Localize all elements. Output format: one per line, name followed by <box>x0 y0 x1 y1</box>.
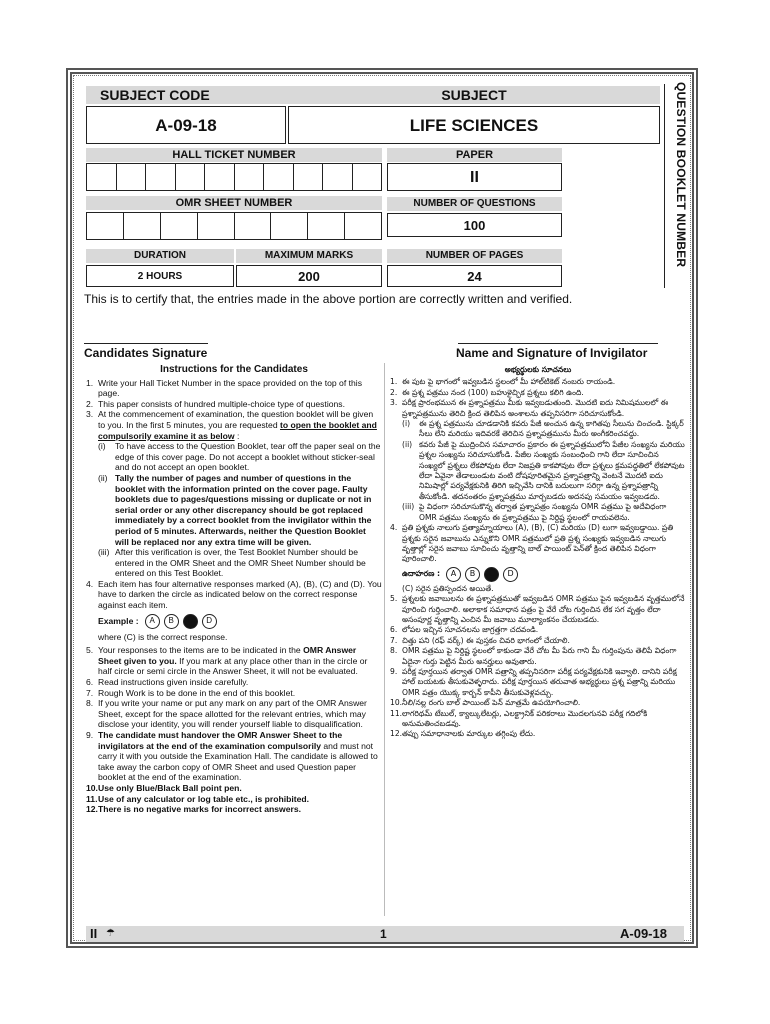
num-pages-label: NUMBER OF PAGES <box>387 249 562 263</box>
omr-sheet-label: OMR SHEET NUMBER <box>86 196 382 210</box>
telugu-3-ii: కవరు పేజీ పై ముద్రించిన సమాచారం ప్రకారం ఈ ప్రశ్నాపత్రములోని పేజీల సంఖ్యను మరియు ప్రశ్నల సంఖ్యను సరిచూసుకోండి. పేజీల సంఖ్యకు సంబంధించి గాని లేదా సూచించిన సంఖ్యలో ప్రశ్నలు లేకపోవుట లేదా నిజప్రతి కాకపోవుట లేదా ప్రశ్నలు క్రమపద్ధతిలో లేకపోవుట లేదా ఏవైనా తేడాలుండుట వంటి దోషపూరితమైన ప్రశ్నాపత్రాన్ని వెంటనే మొదటి ఐదు నిమిషాల్లో పర్యవేక్షకునికి తిరిగి ఇచ్చివేసి దానికి బదులుగా సరిగ్గా ఉన్న ప్రశ్నాపత్రాన్ని తీసుకోండి. తదనంతరం ప్రశ్నాపత్రము మార్చబడదు అదనపు సమయం ఇవ్వబడదు. <box>419 439 685 501</box>
instruction-4: Each item has four alternative responses marked (A), (B), (C) and (D). You have to darken the circle as indicated below on the correct response against each item. <box>98 578 382 611</box>
paper-value: II <box>387 163 562 191</box>
subject-value: LIFE SCIENCES <box>288 106 660 144</box>
bubble-c-filled: C <box>183 614 198 629</box>
hall-ticket-label: HALL TICKET NUMBER <box>86 148 382 162</box>
telugu-example-note: (C) సరైన ప్రతిస్పందన అయితే. <box>402 583 494 593</box>
invigilator-sign-line <box>458 343 658 344</box>
example-bubbles <box>145 614 217 629</box>
telugu-3: పరీక్ష ప్రారంభమున ఈ ప్రశ్నాపత్రము మీకు ఇవ్వబడుతుంది. మొదటి ఐదు నిమిషములలో ఈ ప్రశ్నాపత్రమును తెరిచి క్రింద తెలిపిన అంశాలను తప్పనిసరిగా సరిచూసుకోండి. <box>402 398 669 418</box>
num-pages-value: 24 <box>387 265 562 287</box>
instruction-10: Use only Blue/Black Ball point pen. <box>98 782 242 793</box>
hall-ticket-boxes[interactable] <box>86 163 382 191</box>
instruction-9a: The candidate must handover the OMR Answer Sheet to the invigilators at the end of the examination compulsorily <box>98 730 343 751</box>
telugu-6: లోపల ఇచ్చిన సూచనలను జాగ్రత్తగా చదవండి. <box>402 625 539 635</box>
instruction-8: If you write your name or put any mark on any part of the OMR Answer Sheet, except for the space allotted for the relevant entries, which may disclose your identity, you will render yourself liable to disqualification. <box>98 698 367 730</box>
instructions-title: Instructions for the Candidates <box>160 364 308 375</box>
telugu-instructions: అభ్యర్థులకు సూచనలు 1. ఈ పుట పై భాగంలో ఇవ్వబడిన స్థలంలో మీ హాల్‌టికెట్ నంబరు రాయండి. 2. ఈ ప్రశ్న పత్రము నంద (100) బహుళైచ్ఛిక ప్రశ్నలు కలిగి ఉంది. 3. పరీక్ష ప్రారంభమున ఈ ప్రశ్నాపత్రము మీకు ఇవ్వబడుతుంది. మొదటి ఐదు నిమిషములలో ఈ ప్రశ్నాపత్రమును తెరిచి క్రింద తెలిపిన అంశాలను తప్పనిసరిగా సరిచూసుకోండి. (i) ఈ ప్రశ్న పత్రమును చూడడానికి కవరు పేజీ అంచున ఉన్న కాగితపు సీలును చించండి. స్టిక్కర్ సీలు లేని మరియు ఇదివరకే తెరిచిన ప్రశ్నాపత్రమును మీరు అంగీకరించవద్దు. (ii) కవరు పేజీ పై ముద్రించిన సమాచారం ప్రకారం ఈ ప్రశ్నాపత్రములోని పేజీల సంఖ్యను మరియు ప్రశ్నల సంఖ్యను సరిచూసుకోండి. పేజీల సంఖ్యకు సంబంధించి గాని లేదా సూచించిన సంఖ్యలో ప్రశ్నలు లేకపోవుట లేదా నిజప్రతి కాకపోవుట లేదా ప్రశ్నలు క్రమపద్ధతిలో లేకపోవుట లేదా ఏవైనా తేడాలుండుట వంటి దోషపూరితమైన ప్రశ్నాపత్రాన్ని వెంటనే మొదటి ఐదు నిమిషాల్లో పర్యవేక్షకునికి తిరిగి ఇచ్చివేసి దానికి బదులుగా సరిగ్గా ఉన్న ప్రశ్నాపత్రాన్ని తీసుకోండి. తదనంతరం ప్రశ్నాపత్రము మార్చబడదు అదనపు సమయం ఇవ్వబడదు. (iii) పై విధంగా సరిచూసుకొన్న తర్వాత ప్రశ్నాపత్రం సంఖ్యను OMR పత్రము పై అదేవిధంగా OMR పత్రము సంఖ్యను ఈ ప్రశ్నాపత్రము పై నిర్దిష్ట స్థలంలో రాయవలెను. 4. ప్రతి ప్రశ్నకు నాలుగు ప్రత్యామ్నాయాలు (A), (B), (C) మరియు (D) లుగా ఇవ్వబడ్డాయి. ప్రతి ప్రశ్నకు సరైన జవాబును ఎన్నుకొని OMR పత్రములో ప్రతి ప్రశ్న సంఖ్యకు ఇవ్వబడిన నాలుగు వృత్తాల్లో సరైన జవాబు సూచించు వృత్తాన్ని బాల్ పాయింట్ పెన్‌తో క్రింద తెలిపిన విధంగా పూరించాలి. ఉదాహరణ : A B C D (C) సరైన ప్రతిస్పందన అయితే. 5. ప్రశ్నలకు జవాబులను ఈ ప్రశ్నాపత్రముతో ఇవ్వబడిన OMR పత్రము పైన ఇవ్వబడిన వృత్తములోనే పూరించి గుర్తించాలి. అలాకాక సమాధాన పత్రం పై వేరే చోట గుర్తించిన లేక సగ వృత్తం లేదా అసంపూర్ణ వృత్తాన్ని ఎంచిన మీ జవాబు మూల్యాంకనం చేయబడదు. 6. లోపల ఇచ్చిన సూచనలను జాగ్రత్తగా చదవండి. 7. చిత్తు పని (రఫ్ వర్క్) ఈ పుస్తకం చివరి భాగంలో చేయాలి. 8. OMR పత్రము పై నిర్దిష్ట స్థలంలో కాకుండా వేరే చోట మీ పేరు గాని మీ గుర్తింపును తెలిపే విధంగా ఏదైనా గుర్తు పెట్టిన మీరు అనర్హులు అవుతారు. 9. పరీక్ష పూర్తయిన తర్వాత OMR పత్రాన్ని తప్పనిసరిగా పరీక్ష పర్యవేక్షకునికి ఇవ్వాలి. దానిని పరీక్ష హాల్ బయటకు తీసుకువెళ్ళరాదు. పరీక్ష పూర్తయిన తరువాత అభ్యర్థులు ప్రశ్న పత్రాన్ని మరియు OMR పత్రం యొక్క కార్బన్ కాపీని తీసుకువెళ్లవచ్చు. 10. నీలి/నల్ల రంగు బాల్ పాయింట్ పెన్ మాత్రమే ఉపయోగించాలి. 11. లాగరిథమ్ టేబుల్, క్యాల్కులేటర్లు, ఎలక్ట్రానిక్ పరికరాలు మొదలగునవి పరీక్ష గదిలోకి అనుమతించబడవు. 12. తప్పు సమాధానాలకు మార్కుల తగ్గింపు లేదు. <box>390 365 685 739</box>
telugu-10: నీలి/నల్ల రంగు బాల్ పాయింట్ పెన్ మాత్రమే ఉపయోగించాలి. <box>402 698 581 708</box>
instruction-5a: Your responses to the items are to be indicated in the <box>98 645 304 656</box>
paper-label: PAPER <box>387 148 562 162</box>
example-label: Example : <box>98 615 139 626</box>
umbrella-icon: ☂ <box>106 928 115 939</box>
certify-text: This is to certify that, the entries made in the above portion are correctly written and verified. <box>84 292 573 306</box>
instruction-3-i: To have access to the Question Booklet, tear off the paper seal on the edge of this cover page. Do not accept a booklet without sticker-seal and do not accept an open booklet. <box>115 441 381 473</box>
telugu-9: పరీక్ష పూర్తయిన తర్వాత OMR పత్రాన్ని తప్పనిసరిగా పరీక్ష పర్యవేక్షకునికి ఇవ్వాలి. దానిని పరీక్ష హాల్ బయటకు తీసుకువెళ్ళరాదు. పరీక్ష పూర్తయిన తరువాత అభ్యర్థులు ప్రశ్న పత్రాన్ని మరియు OMR పత్రం యొక్క కార్బన్ కాపీని తీసుకువెళ్లవచ్చు. <box>402 666 677 697</box>
instruction-5c: If you mark at any place other than in the circle or half circle or semi circle in the Answer Sheet, it will not be evaluated. <box>98 655 368 677</box>
footer-subject-code: A-09-18 <box>620 926 667 941</box>
subject-code-value: A-09-18 <box>86 106 286 144</box>
telugu-11: లాగరిథమ్ టేబుల్, క్యాల్కులేటర్లు, ఎలక్ట్రానిక్ పరికరాలు మొదలగునవి పరీక్ష గదిలోకి అనుమతించబడవు. <box>402 708 648 728</box>
telugu-example-label: ఉదాహరణ : <box>402 569 441 579</box>
instruction-12: There is no negative marks for incorrect answers. <box>98 804 301 815</box>
subject-code-label: SUBJECT CODE <box>86 86 300 104</box>
telugu-7: చిత్తు పని (రఫ్ వర్క్) ఈ పుస్తకం చివరి భాగంలో చేయాలి. <box>402 635 570 645</box>
telugu-title: అభ్యర్థులకు సూచనలు <box>504 365 572 374</box>
footer-page-number: 1 <box>380 927 387 941</box>
instruction-1: Write your Hall Ticket Number in the space provided on the top of this page. <box>98 377 362 399</box>
telugu-4: ప్రతి ప్రశ్నకు నాలుగు ప్రత్యామ్నాయాలు (A), (B), (C) మరియు (D) లుగా ఇవ్వబడ్డాయి. ప్రతి ప్రశ్నకు సరైన జవాబును ఎన్నుకొని OMR పత్రములో ప్రతి ప్రశ్న సంఖ్యకు ఇవ్వబడిన నాలుగు వృత్తాల్లో సరైన జవాబు సూచించు వృత్తాన్ని బాల్ పాయింట్ పెన్‌తో క్రింద తెలిపిన విధంగా పూరించాలి. <box>402 523 674 564</box>
duration-label: DURATION <box>86 249 234 263</box>
telugu-bubble-c-filled: C <box>484 567 499 582</box>
telugu-8: OMR పత్రము పై నిర్దిష్ట స్థలంలో కాకుండా వేరే చోట మీ పేరు గాని మీ గుర్తింపును తెలిపే విధంగా ఏదైనా గుర్తు పెట్టిన మీరు అనర్హులు అవుతారు. <box>402 646 677 666</box>
telugu-3-i: ఈ ప్రశ్న పత్రమును చూడడానికి కవరు పేజీ అంచున ఉన్న కాగితపు సీలును చించండి. స్టిక్కర్ సీలు లేని మరియు ఇదివరకే తెరిచిన ప్రశ్నాపత్రమును మీరు అంగీకరించవద్దు. <box>419 419 684 439</box>
instruction-9b: and must not carry it with you outside the Examination Hall. The candidate is allowed to take away the carbon copy of OMR Sheet and used Question paper booklet at the end of the examination. <box>98 740 378 783</box>
telugu-1: ఈ పుట పై భాగంలో ఇవ్వబడిన స్థలంలో మీ హాల్‌టికెట్ నంబరు రాయండి. <box>402 377 616 387</box>
telugu-bubble-a: A <box>446 567 461 582</box>
subject-label: SUBJECT <box>288 86 660 104</box>
instruction-11: Use of any calculator or log table etc., is prohibited. <box>98 793 310 804</box>
bubble-d: D <box>202 614 217 629</box>
telugu-2: ఈ ప్రశ్న పత్రము నంద (100) బహుళైచ్ఛిక ప్రశ్నలు కలిగి ఉంది. <box>402 387 584 397</box>
max-marks-label: MAXIMUM MARKS <box>236 249 382 263</box>
instruction-3-ii: Tally the number of pages and number of questions in the booklet with the information printed on the cover page. Faulty booklets due to pages/questions missing or duplicate or not in serial order or any other discrepancy should be got replaced immediately by a correct booklet from the invigilator within the period of 5 minutes. Afterwards, neither the Question Booklet will be replaced nor any extra time will be given. <box>115 472 372 547</box>
instruction-2: This paper consists of hundred multiple-choice type of questions. <box>98 398 345 409</box>
num-questions-value: 100 <box>387 213 562 237</box>
booklet-number-label: QUESTION BOOKLET NUMBER <box>674 82 688 268</box>
bubble-b: B <box>164 614 179 629</box>
footer-paper: II <box>90 926 98 941</box>
duration-value: 2 HOURS <box>86 265 234 287</box>
telugu-bubble-b: B <box>465 567 480 582</box>
example-note: where (C) is the correct response. <box>98 631 228 642</box>
instruction-7: Rough Work is to be done in the end of this booklet. <box>98 687 296 698</box>
bubble-a: A <box>145 614 160 629</box>
num-questions-label: NUMBER OF QUESTIONS <box>387 197 562 211</box>
candidate-signature-label: Candidates Signature <box>84 346 208 360</box>
telugu-5: ప్రశ్నలకు జవాబులను ఈ ప్రశ్నాపత్రముతో ఇవ్వబడిన OMR పత్రము పైన ఇవ్వబడిన వృత్తములోనే పూరించి గుర్తించాలి. అలాకాక సమాధాన పత్రం పై వేరే చోట గుర్తించిన లేక సగ వృత్తం లేదా అసంపూర్ణ వృత్తాన్ని ఎంచిన మీ జవాబు మూల్యాంకనం చేయబడదు. <box>402 594 685 624</box>
instruction-6: Read instructions given inside carefully. <box>98 677 249 688</box>
telugu-12: తప్పు సమాధానాలకు మార్కుల తగ్గింపు లేదు. <box>402 729 536 739</box>
instruction-3-emphasis: to open the booklet and compulsorily examine it as below <box>98 419 377 441</box>
invigilator-signature-label: Name and Signature of Invigilator <box>456 346 648 360</box>
telugu-bubble-d: D <box>503 567 518 582</box>
telugu-3-iii: పై విధంగా సరిచూసుకొన్న తర్వాత ప్రశ్నాపత్రం సంఖ్యను OMR పత్రము పై అదేవిధంగా OMR పత్రము సంఖ్యను ఈ ప్రశ్నాపత్రము పై నిర్దిష్ట స్థలంలో రాయవలెను. <box>419 502 667 522</box>
telugu-example-bubbles <box>446 567 518 582</box>
english-instructions: Instructions for the Candidates 1. Write your Hall Ticket Number in the space provided on the top of this page. 2. This paper consists of hundred multiple-choice type of questions. 3. At the commencement of examination, the question booklet will be given to you. In the first 5 minutes, you are requested to open the booklet and compulsorily examine it as below : (i) To have access to the Question Booklet, tear off the paper seal on the edge of this cover page. Do not accept a booklet without sticker-seal and do not accept an open booklet. (ii) Tally the number of pages and number of questions in the booklet with the information printed on the cover page. Faulty booklets due to pages/questions missing or duplicate or not in serial order or any other discrepancy should be got replaced immediately by a correct booklet from the invigilator within the period of 5 minutes. Afterwards, neither the Question Booklet will be replaced nor any extra time will be given. (iii) After this verification is over, the Test Booklet Number should be entered in the OMR Sheet and the OMR Sheet Number should be entered on this Test Booklet. 4. Each item has four alternative responses marked (A), (B), (C) and (D). You have to darken the circle as indicated below on the correct response against each item. Example : A B C D where (C) is the correct response. 5. Your responses to the items are to be indicated in the OMR Answer Sheet given to you. If you mark at any place other than in the circle or half circle or semi circle in the Answer Sheet, it will not be evaluated. 6. Read instructions given inside carefully. 7. Rough Work is to be done in the end of this booklet. 8. If you write your name or put any mark on any part of the OMR Answer Sheet, except for the space allotted for the relevant entries, which may disclose your identity, you will render yourself liable to disqualification. 9. The candidate must handover the OMR Answer Sheet to the invigilators at the end of the examination compulsorily and must not carry it with you outside the Examination Hall. The candidate is allowed to take away the carbon copy of OMR Sheet and used Question paper booklet at the end of the examination. 10. Use only Blue/Black Ball point pen. 11. Use of any calculator or log table etc., is prohibited. 12. There is no negative marks for incorrect answers. <box>86 364 382 815</box>
omr-sheet-boxes[interactable] <box>86 212 382 240</box>
column-divider <box>384 363 385 916</box>
instruction-3: At the commencement of examination, the question booklet will be given to you. In the first 5 minutes, you are requested <box>98 409 374 430</box>
instruction-3-iii: After this verification is over, the Test Booklet Number should be entered in the OMR Sheet and the OMR Sheet Number should be entered on this Test Booklet. <box>115 547 366 579</box>
candidate-sign-line <box>84 343 208 344</box>
max-marks-value: 200 <box>236 265 382 287</box>
instruction-5b: OMR Answer Sheet given to you. <box>98 645 357 666</box>
